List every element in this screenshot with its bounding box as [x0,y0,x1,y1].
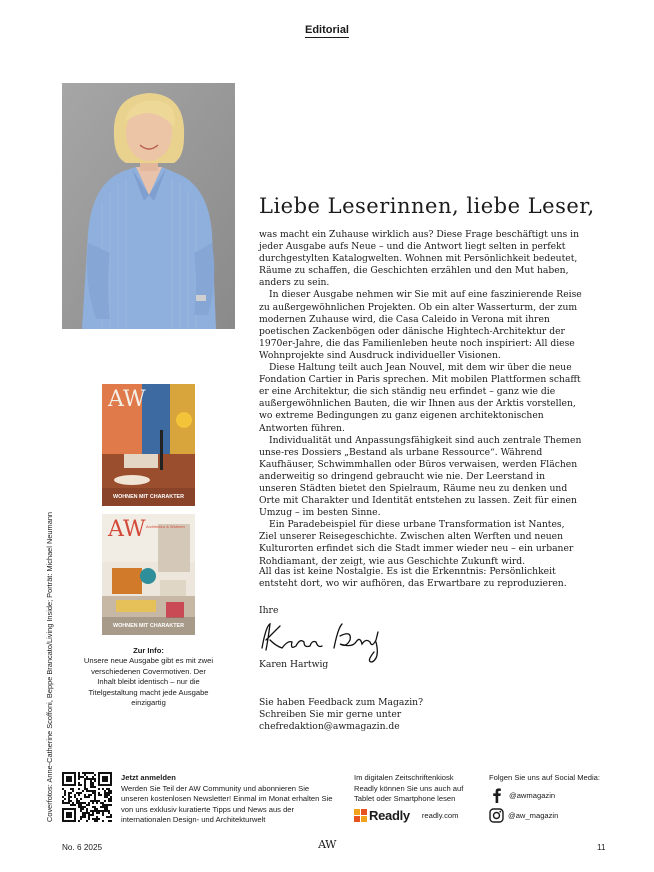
readly-row[interactable] [354,808,458,823]
newsletter-title: Jetzt anmelden [121,773,176,782]
magazine-cover-1 [102,384,195,506]
closing-paragraph: All das ist keine Nostalgie. Es ist die Erkenntnis: Persönlichkeit entsteht dort, wo wir aufhören, das Erwartbare zu reproduzieren. [259,566,567,590]
cover2-subtitle: Architektur & Wohnen [146,524,185,529]
instagram-icon [489,808,504,823]
section-label-text: Editorial [304,24,349,36]
photo-credits: Coverfotos: Anne-Catherine Scoffoni, Beppe Brancato/Living Inside; Porträt: Michael Neumann [45,511,54,822]
paragraph-3: Diese Haltung teilt auch Jean Nouvel, mit dem wir über die neue Fondation Cartier in Paris sprechen. Mit mobilen Plattformen schafft er eine Architektur, die sich ständig neu erfindet – ganz wie die außergewöhnlichen Bauten, die wir Ihnen aus der Arktis vorstellen, wo extreme Bedingungen zu ganz eigenen architektonischen Antworten führen. [259,362,581,434]
facebook-handle: @awmagazin [509,790,556,800]
issue-number: No. 6 2025 [62,843,103,852]
cover2-title: WOHNEN MIT CHARAKTER [113,623,184,629]
feedback-email[interactable]: chefredaktion@awmagazin.de [259,721,400,733]
cover-info-text: Unsere neue Ausgabe gibt es mit zwei verschiedenen Covermotiven. Der Inhalt bleibt identisch – nur die Titelgestaltung macht jede Ausgabe einzigartig [83,656,214,708]
readly-url[interactable]: readly.com [421,811,459,820]
portrait-illustration [62,83,235,329]
social-block [489,773,629,820]
cover2-logo: AW [108,517,146,542]
facebook-link[interactable] [489,787,555,803]
author-name: Karen Hartwig [259,659,329,670]
newsletter-text: Werden Sie Teil der AW Community und abonnieren Sie unseren kostenlosen Newsletter! Einmal im Monat erhalten Sie von uns exklusiv kuratierte Tipps und News aus der internationalen Design- und Architekturwelt [121,783,333,824]
newsletter-block [121,773,336,826]
kiosk-text: Im digitalen Zeitschriftenkiosk Readly können Sie uns auch auf Tablet oder Smartphone lesen [354,773,464,803]
paragraph-1: was macht ein Zuhause wirklich aus? Diese Frage beschäftigt uns in jeder Ausgabe aufs Neue – und die Antwort liegt selten in perfekt durchgestylten Katalogwelten. Wohnen mit Persönlichkeit bedeutet, Räume zu schaffen, die Geschichten erzählen und den Mut haben, anders zu sein. [259,229,580,289]
section-label [0,24,654,36]
sign-off: Ihre [259,605,279,616]
paragraph-4: Individualität und Anpassungsfähigkeit sind auch zentrale Themen unse-res Dossiers „Bestand als urbane Ressource“. Während Kaufhäuser, Schwimmhallen oder Büros verwaisen, werden Flächen anderweitig so dringend gebraucht wie nie. Der Leerstand in unseren Städten bietet den Spielraum, Räume neu zu denken und Orte mit Charakter und Identität entstehen zu lassen. Zeit für einen Umzug – im besten Sinne. [259,434,582,519]
feedback-line-2: Schreiben Sie mir gerne unter [259,709,402,721]
feedback-block [259,697,423,734]
page-number: 11 [597,843,606,852]
author-portrait [62,83,235,329]
cover-info [82,646,215,708]
readly-logo-text: Readly [369,808,410,823]
facebook-icon [489,787,505,803]
paragraph-2: In dieser Ausgabe nehmen wir Sie mit auf eine faszinierende Reise zu außergewöhnlichen Projekten. Ob ein alter Wasserturm, der zum modernen Zuhause wird, die Casa Caleido in Verona mit ihren poetischen Zackenbögen oder dänische Hightech-Architektur der 1970er-Jahre, die das Familienleben heute noch inspiriert: All diese Wohnprojekte sind Ausdruck individueller Visionen. [259,289,582,361]
readly-icon [354,809,367,822]
paragraph-5: Ein Paradebeispiel für diese urbane Transformation ist Nantes, Ziel unserer Reisegeschichte. Zwischen alten Werften und neuen Kulturorten erfindet sich die Stadt immer wieder neu – ein urbaner Rohdiamant, der zeigt, wie aus Geschichte Zukunft wird. [259,519,574,567]
cover1-logo: AW [108,387,146,412]
cover1-title: WOHNEN MIT CHARAKTER [113,494,184,500]
instagram-handle: @aw_magazin [508,811,559,820]
magazine-cover-2 [102,514,195,635]
footer-logo: AW [318,838,336,851]
newsletter-qr-code[interactable] [62,772,112,822]
instagram-link[interactable] [489,808,558,823]
social-title: Folgen Sie uns auf Social Media: [489,773,601,782]
editorial-body [259,229,585,568]
feedback-line-1: Sie haben Feedback zum Magazin? [259,697,424,708]
salutation-heading: Liebe Leserinnen, liebe Leser, [259,194,595,218]
cover-info-title: Zur Info: [133,646,164,655]
